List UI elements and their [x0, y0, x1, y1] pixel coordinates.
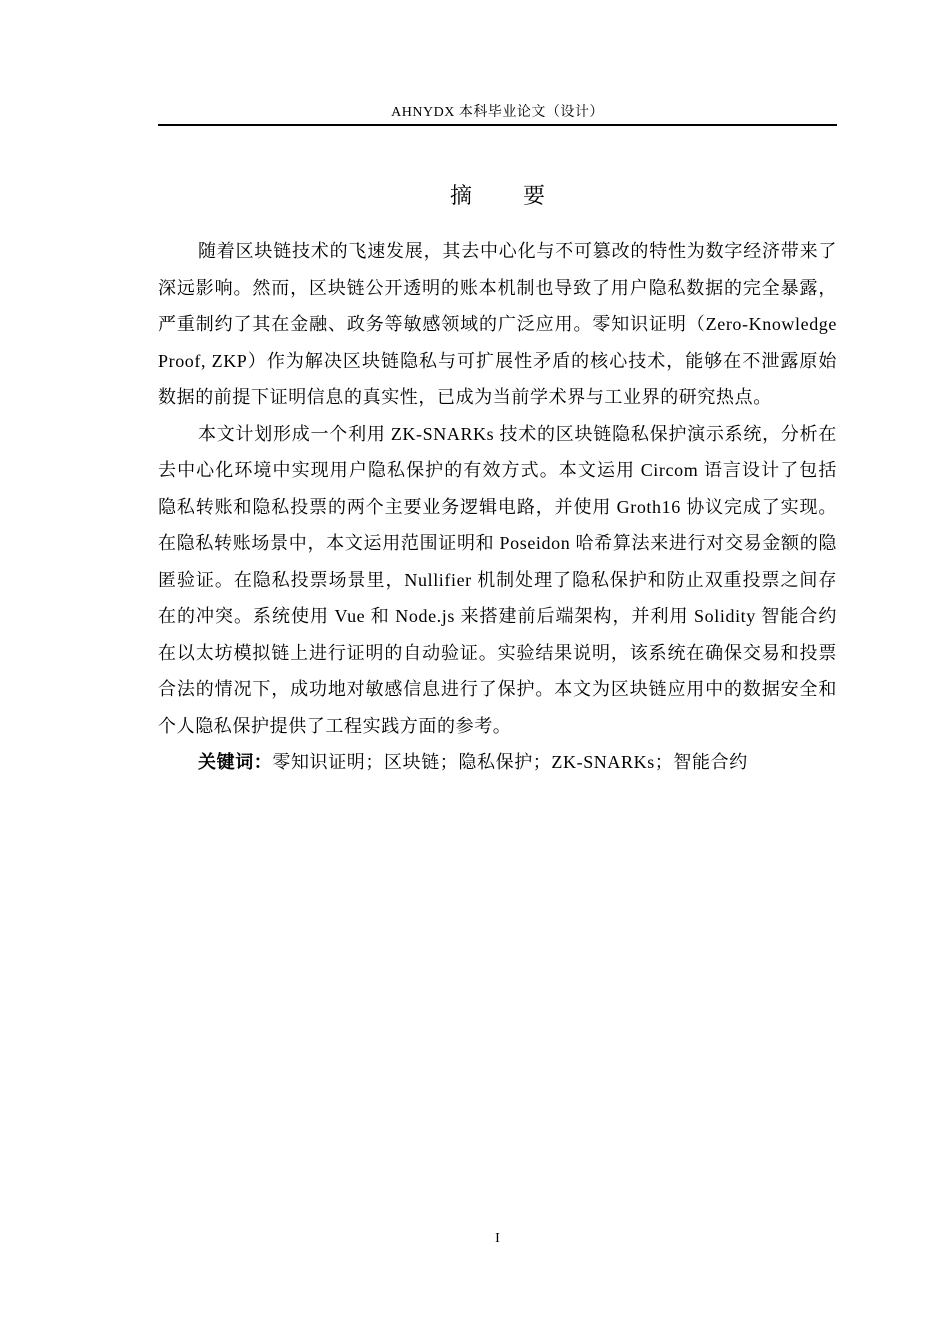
keywords-list: 零知识证明；区块链；隐私保护；ZK-SNARKs；智能合约: [272, 752, 748, 772]
keywords-line: [158, 744, 837, 782]
abstract-paragraph-2: 本文计划形成一个利用 ZK-SNARKs 技术的区块链隐私保护演示系统，分析在去中心化环境中实现用户隐私保护的有效方式。本文运用 Circom 语言设计了包括隐私转账和隐私投票的两个主要业务逻辑电路，并使用 Groth16 协议完成了实现。在隐私转账场景中，本文运用范围证明和 Poseidon 哈希算法来进行对交易金额的隐匿验证。在隐私投票场景里，Nullifier 机制处理了隐私保护和防止双重投票之间存在的冲突。系统使用 Vue 和 Node.js 来搭建前后端架构，并利用 Solidity 智能合约在以太坊模拟链上进行证明的自动验证。实验结果说明，该系统在确保交易和投票合法的情况下，成功地对敏感信息进行了保护。本文为区块链应用中的数据安全和个人隐私保护提供了工程实践方面的参考。: [158, 423, 837, 736]
page-number: I: [495, 1231, 500, 1246]
abstract-title: 摘 要: [450, 184, 567, 209]
header-rule: [158, 124, 837, 126]
running-header: AHNYDX 本科毕业论文（设计）: [391, 105, 604, 120]
keywords-label: 关键词：: [198, 752, 273, 773]
abstract-paragraph-1: 随着区块链技术的飞速发展，其去中心化与不可篡改的特性为数字经济带来了深远影响。然而，区块链公开透明的账本机制也导致了用户隐私数据的完全暴露，严重制约了其在金融、政务等敏感领域的广泛应用。零知识证明（Zero-Knowledge Proof, ZKP）作为解决区块链隐私与可扩展性矛盾的核心技术，能够在不泄露原始数据的前提下证明信息的真实性，已成为当前学术界与工业界的研究热点。: [158, 241, 837, 407]
abstract-body: [158, 233, 837, 782]
